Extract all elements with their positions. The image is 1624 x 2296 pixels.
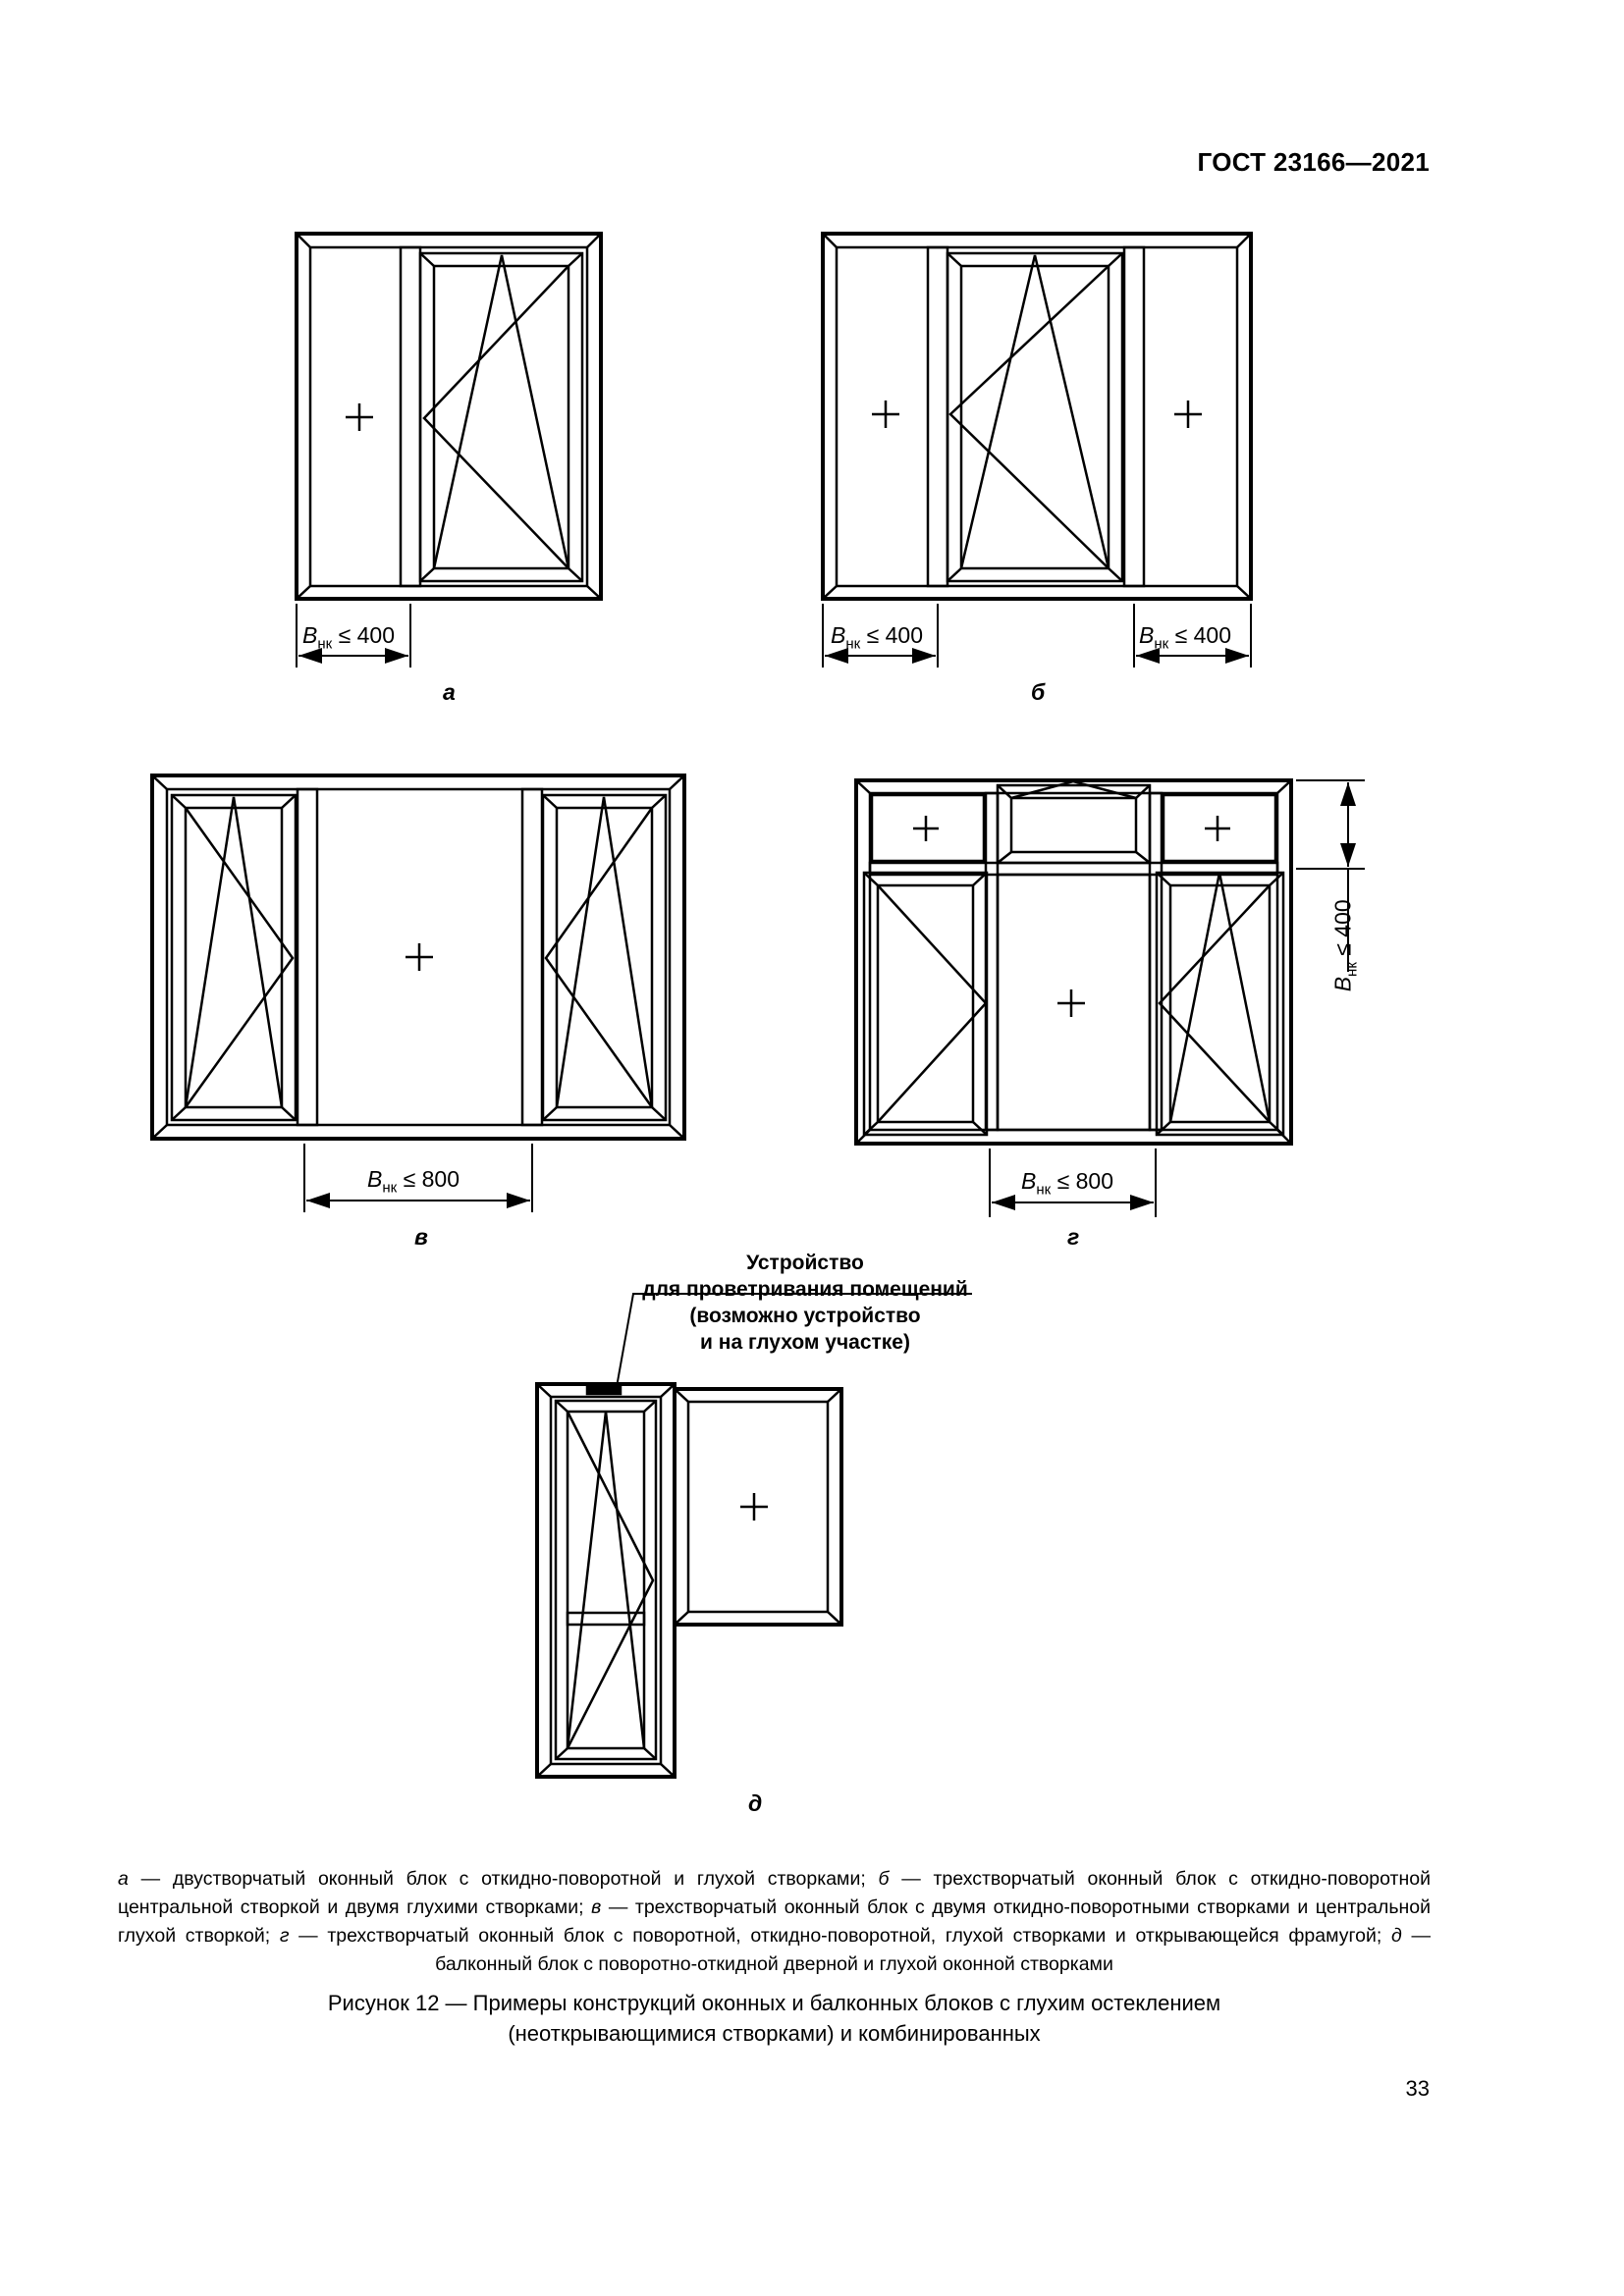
page-number: 33 [1405,2076,1430,2101]
figure-v-dim-label: $B_{нк} \le 800$ [367,1166,460,1197]
figure-title: Рисунок 12 — Примеры конструкций оконных и балконных блоков с глухим остеклением (неоткрывающимися створками) и комбинированных [327,1991,1221,2046]
standard-header: ГОСТ 23166—2021 [1197,147,1430,177]
figure-legend: а — двустворчатый оконный блок с откидно-поворотной и глухой створками; б — трехстворчатый оконный блок с откидно-поворотной центральной створкой и двумя глухими створками; в — трехстворчатый оконный блок с двумя откидно-поворотными створками и центральной глухой створкой; г — трехстворчатый оконный блок с поворотной, откидно-поворотной, глухой створками и открывающейся фрамугой; д — балконный блок с поворотно-откидной дверной и глухой оконной створками [118,1868,1432,1975]
figure-b-dim-label-left: $B_{нк} \le 400$ [831,622,923,653]
vent-device-label: Устройство для проветривания помещений (возможно устройство и на глухом участке) [642,1252,968,1354]
figure-a-letter: а [443,679,456,705]
figure-a-dim-label: $B_{нк} \le 400$ [302,622,395,653]
figure-g-dim-label-vertical: $B_{нк} \le 400$ [1329,899,1361,992]
figure-v-drawing [152,775,684,1212]
figure-g-dim-label: $B_{нк} \le 800$ [1021,1168,1113,1199]
figure-b-dim-label-right: $B_{нк} \le 400$ [1139,622,1231,653]
figure-g-letter: г [1067,1224,1080,1250]
figure-b-letter: б [1031,679,1046,705]
figure-g-drawing [856,780,1365,1217]
figure-d-letter: д [748,1790,763,1816]
figure-a-drawing [297,234,601,667]
figure-d-drawing [537,1294,972,1777]
figure-v-letter: в [414,1224,428,1250]
figure-b-drawing [823,234,1251,667]
